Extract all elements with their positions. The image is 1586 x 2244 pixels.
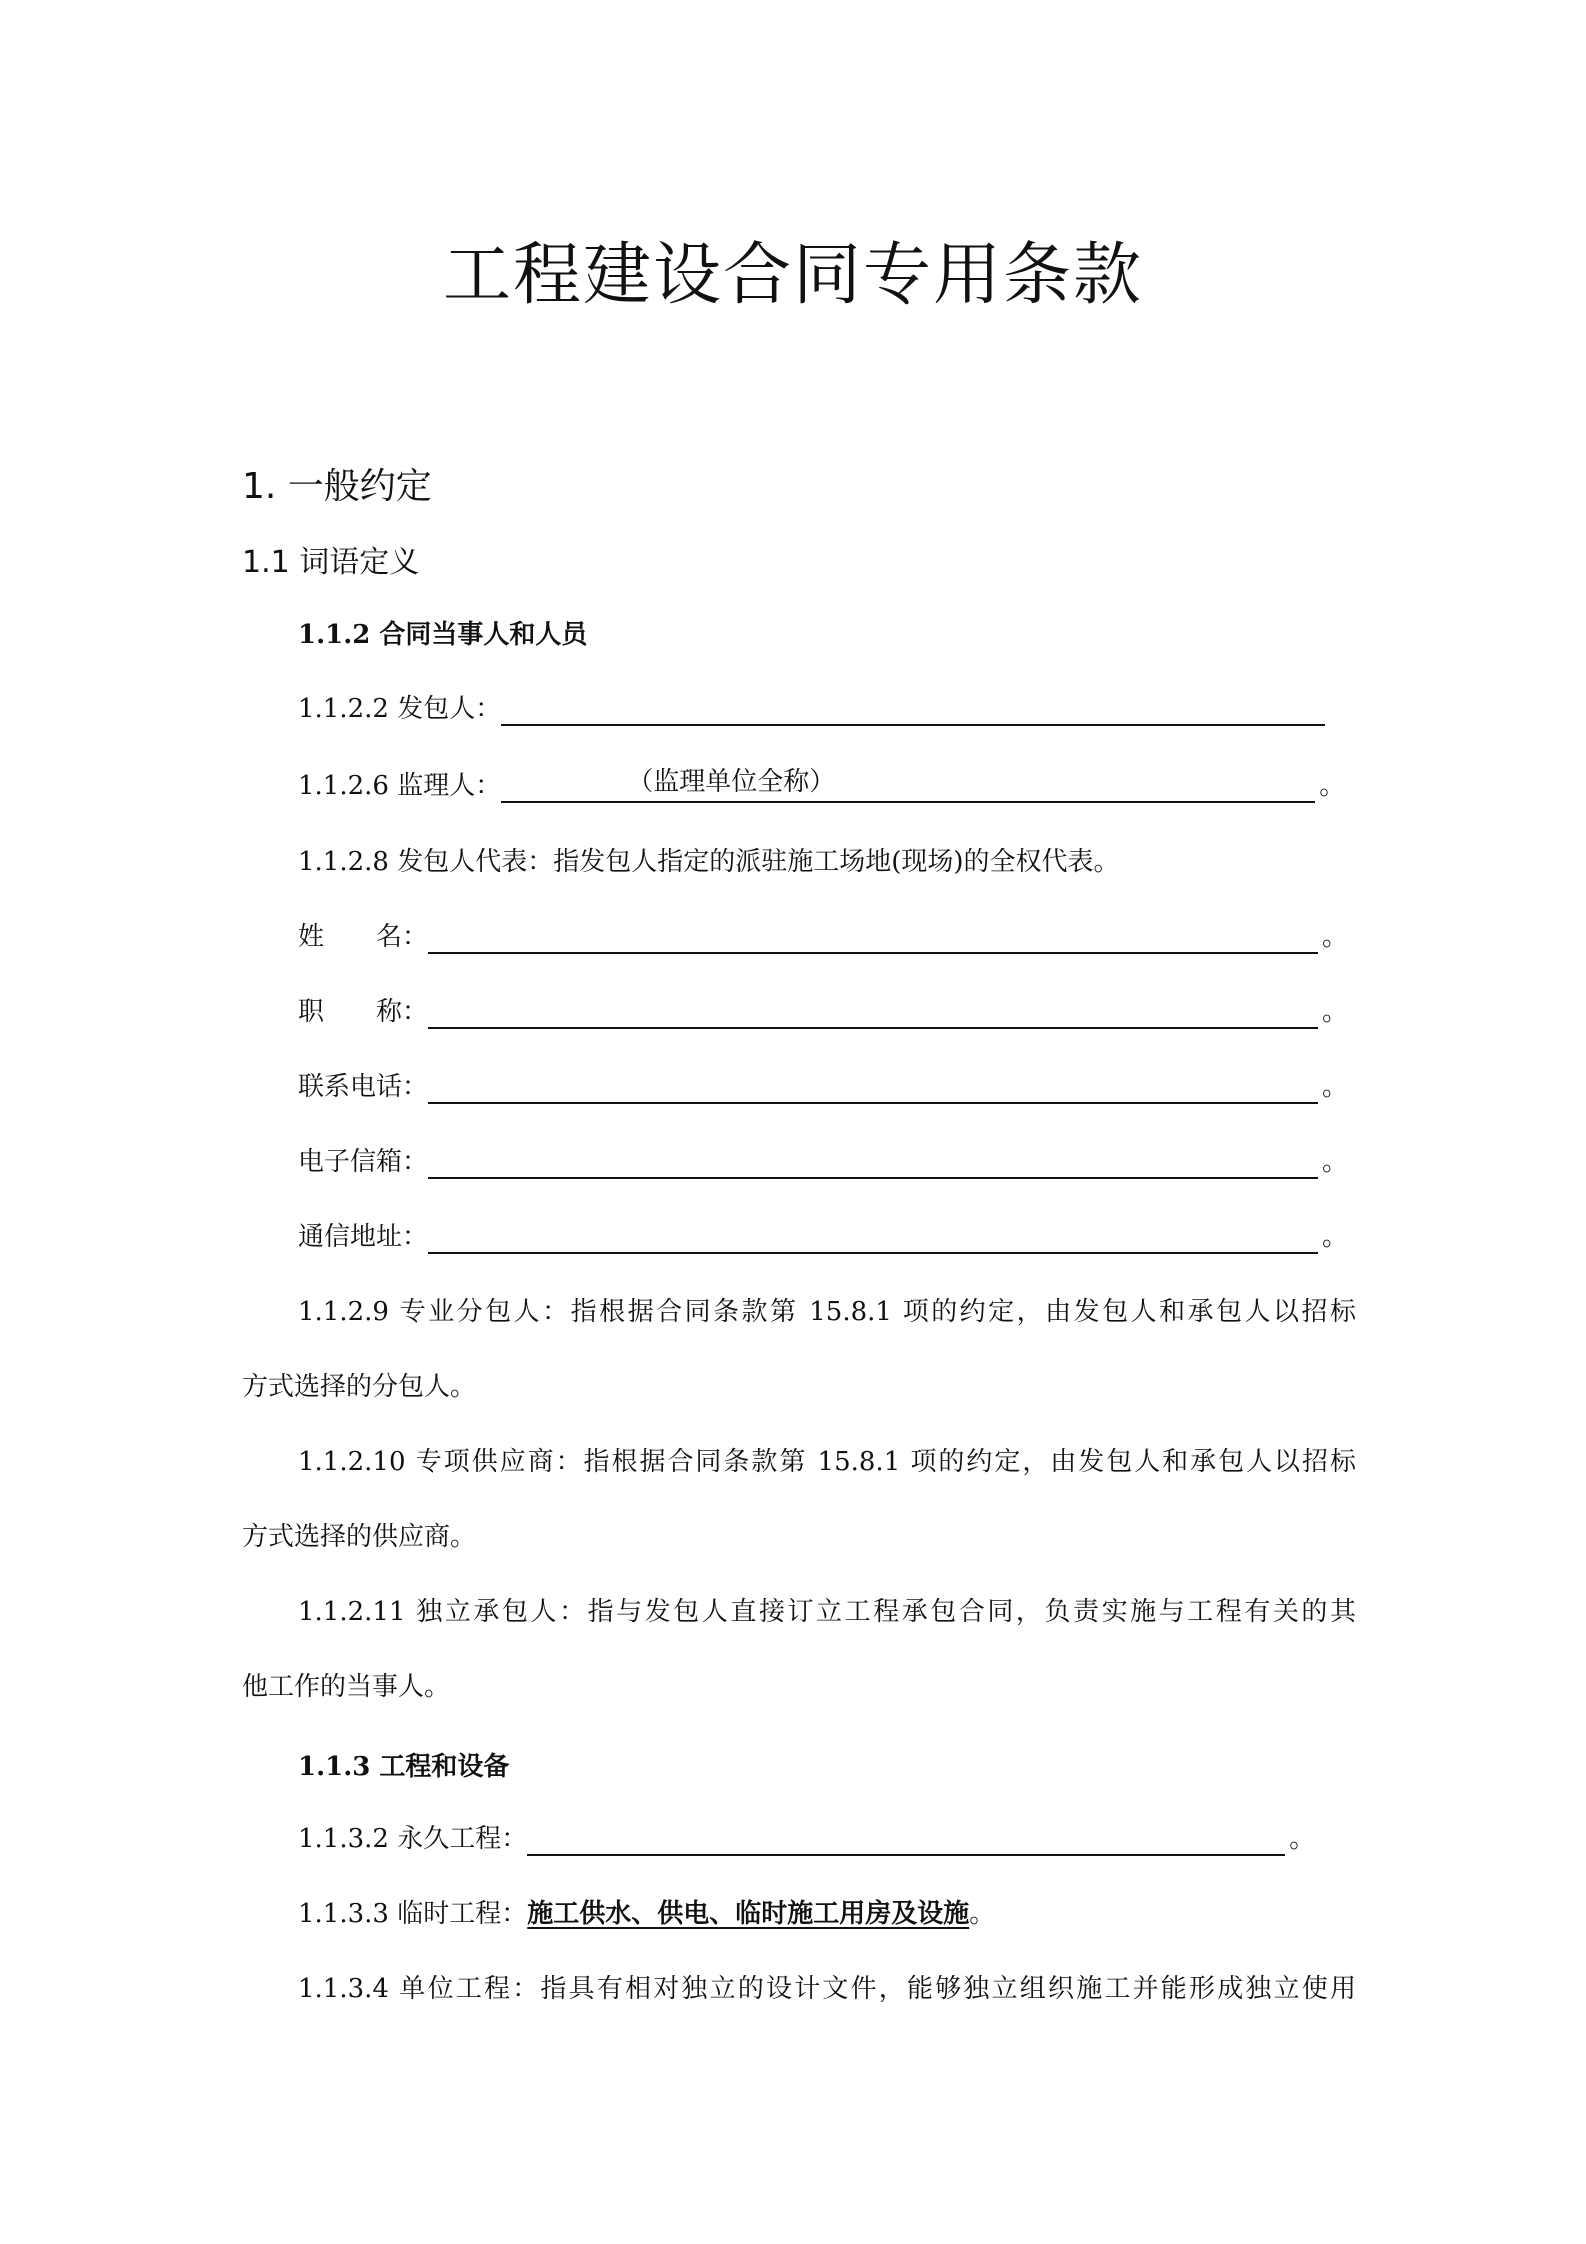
section-heading-general: 1. 一般约定 — [242, 466, 432, 507]
period: 。 — [1322, 997, 1349, 1027]
name-line — [298, 920, 1348, 954]
phone-blank[interactable] — [428, 1072, 1318, 1104]
address-blank[interactable] — [428, 1222, 1318, 1254]
address-line — [298, 1220, 1348, 1254]
employer-label: 1.1.2.2 发包人： — [298, 694, 502, 724]
permanent-works-blank[interactable] — [527, 1824, 1285, 1856]
section-heading-definitions: 1.1 词语定义 — [242, 545, 420, 580]
period: 。 — [969, 1899, 996, 1929]
subsection-heading-parties: 1.1.2 合同当事人和人员 — [298, 620, 588, 650]
period: 。 — [1322, 1147, 1349, 1177]
paragraph-line: 他工作的当事人。 — [242, 1672, 451, 1702]
paragraph-line: 1.1.2.10 专项供应商：指根据合同条款第 15.8.1 项的约定，由发包人和承包人以招标 — [298, 1447, 1356, 1477]
title-label: 职 称： — [298, 997, 429, 1027]
paragraph-line: 方式选择的供应商。 — [242, 1522, 477, 1552]
title-blank[interactable] — [428, 997, 1318, 1029]
period: 。 — [1322, 1072, 1349, 1102]
temporary-works-value[interactable]: 施工供水、供电、临时施工用房及设施 — [527, 1899, 970, 1929]
address-label: 通信地址： — [298, 1222, 429, 1252]
paragraph-line: 1.1.2.9 专业分包人：指根据合同条款第 15.8.1 项的约定，由发包人和承包人以招标 — [298, 1297, 1356, 1327]
paragraph-line: 1.1.2.11 独立承包人：指与发包人直接订立工程承包合同，负责实施与工程有关的其 — [298, 1597, 1356, 1627]
supervisor-blank[interactable] — [501, 767, 1315, 803]
rep-definition: 1.1.2.8 发包人代表：指发包人指定的派驻施工场地(现场)的全权代表。 — [298, 847, 1120, 877]
supervisor-line — [298, 769, 1345, 803]
email-line — [298, 1145, 1348, 1179]
title-line — [298, 995, 1348, 1029]
email-label: 电子信箱： — [298, 1147, 429, 1177]
permanent-works-line — [298, 1822, 1315, 1856]
name-blank[interactable] — [428, 922, 1318, 954]
independent-contractor-paragraph — [242, 1595, 1356, 1704]
temporary-works-label: 1.1.3.3 临时工程： — [298, 1899, 528, 1929]
phone-label: 联系电话： — [298, 1072, 429, 1102]
supervisor-hint: （监理单位全称） — [627, 767, 836, 797]
subsection-heading-works: 1.1.3 工程和设备 — [298, 1752, 510, 1782]
employer-line — [298, 692, 1325, 726]
special-supplier-paragraph — [242, 1445, 1356, 1554]
supervisor-label: 1.1.2.6 监理人： — [298, 771, 502, 801]
period: 。 — [1322, 922, 1349, 952]
unit-works-paragraph — [242, 1972, 1356, 2006]
period: 。 — [1322, 1222, 1349, 1252]
temporary-works-line — [298, 1897, 995, 1931]
paragraph-line: 1.1.3.4 单位工程：指具有相对独立的设计文件，能够独立组织施工并能形成独立使用 — [298, 1974, 1356, 2004]
document-title: 工程建设合同专用条款 — [442, 236, 1143, 315]
name-label: 姓 名： — [298, 922, 429, 952]
specialist-subcontractor-paragraph — [242, 1295, 1356, 1404]
email-blank[interactable] — [428, 1147, 1318, 1179]
phone-line — [298, 1070, 1348, 1104]
paragraph-line: 方式选择的分包人。 — [242, 1372, 477, 1402]
employer-blank[interactable] — [501, 694, 1325, 726]
period: 。 — [1289, 1824, 1316, 1854]
permanent-works-label: 1.1.3.2 永久工程： — [298, 1824, 528, 1854]
period: 。 — [1319, 771, 1346, 801]
